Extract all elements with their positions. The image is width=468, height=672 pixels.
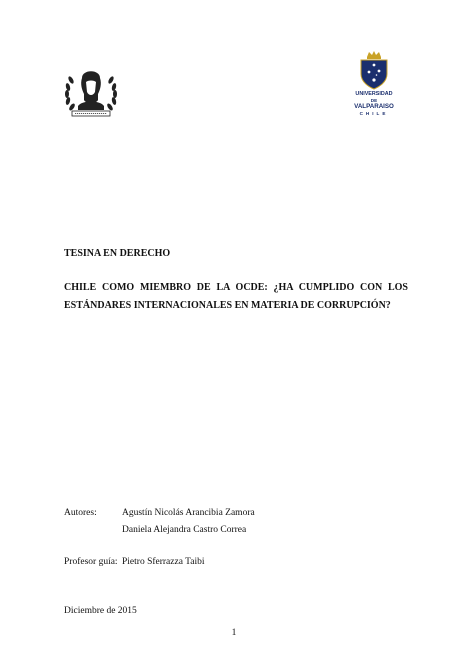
faculty-emblem-logo bbox=[62, 66, 120, 120]
authors-label: Autores: bbox=[64, 508, 97, 518]
logo-text-line1: UNIVERSIDAD bbox=[355, 91, 393, 97]
laurel-wreath-portrait-icon bbox=[62, 66, 120, 120]
document-date: Diciembre de 2015 bbox=[64, 606, 137, 616]
university-logo bbox=[346, 50, 402, 124]
logo-text-line3: VALPARAISO bbox=[354, 103, 394, 110]
author-name-2: Daniela Alejandra Castro Correa bbox=[122, 525, 247, 535]
page-number: 1 bbox=[231, 628, 237, 638]
document-heading: TESINA EN DERECHO bbox=[64, 248, 171, 259]
advisor-name: Pietro Sferrazza Taibi bbox=[122, 557, 205, 567]
title-line-1: CHILE COMO MIEMBRO DE LA OCDE: ¿HA CUMPLIDO CON LOS bbox=[64, 282, 408, 293]
author-name-1: Agustín Nicolás Arancibia Zamora bbox=[122, 508, 255, 518]
shield-southern-cross-icon bbox=[359, 50, 389, 90]
advisor-label: Profesor guía: bbox=[64, 557, 118, 567]
logo-text-line2: DE bbox=[370, 98, 378, 103]
title-line-2: ESTÁNDARES INTERNACIONALES EN MATERIA DE CORRUPCIÓN? bbox=[64, 300, 391, 311]
document-title bbox=[64, 279, 408, 315]
logo-text-line4: CHILE bbox=[359, 111, 389, 116]
